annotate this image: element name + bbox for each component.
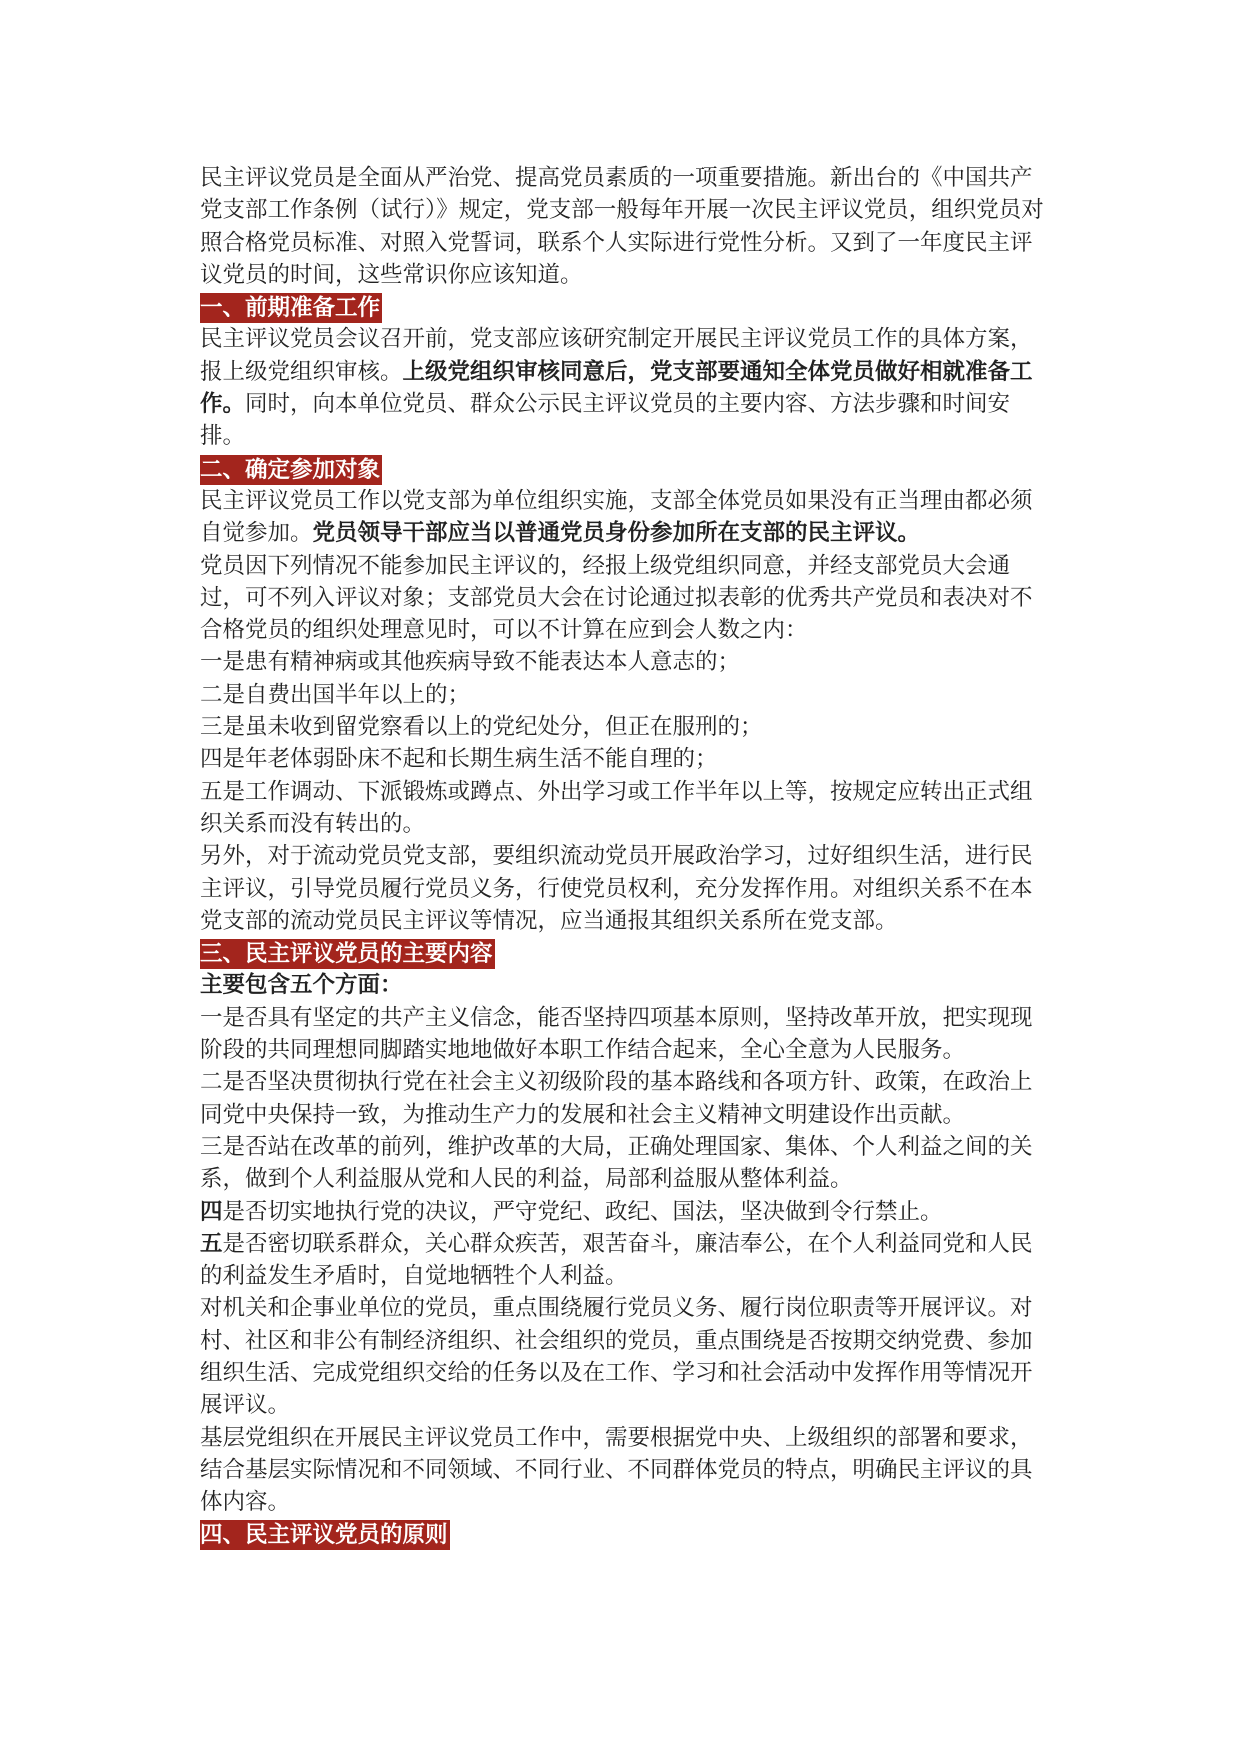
section-1-heading: 一、前期准备工作 xyxy=(200,295,381,322)
section-2-list-item: 三是虽未收到留党察看以上的党纪处分，但正在服刑的； xyxy=(200,714,763,741)
section-4-heading-row xyxy=(200,1518,1050,1550)
section-2-list-item: 一是患有精神病或其他疾病导致不能表达本人意志的； xyxy=(200,649,741,676)
section-1-tail-text: 同时，向本单位党员、群众公示民主评议党员的主要内容、方法步骤和时间安排。 xyxy=(200,391,1011,450)
document-body xyxy=(200,162,1050,1551)
section-3-paragraph-5: 基层党组织在开展民主评议党员工作中，需要根据党中央、上级组织的部署和要求，结合基层实际情况和不同领域、不同行业、不同群体党员的特点，明确民主评议的具体内容。 xyxy=(200,1424,1033,1516)
intro-paragraph: 民主评议党员是全面从严治党、提高党员素质的一项重要措施。新出台的《中国共产党支部工作条例（试行）》规定，党支部一般每年开展一次民主评议党员，组织党员对照合格党员标准、对照入党誓词，联系个人实际进行党性分析。又到了一年度民主评议党员的时间，这些常识你应该知道。 xyxy=(200,165,1044,288)
section-2-paragraph-3: 另外，对于流动党员党支部，要组织流动党员开展政治学习，过好组织生活，进行民主评议，引导党员履行党员义务，行使党员权利，充分发挥作用。对组织关系不在本党支部的流动党员民主评议等情况，应当通报其组织关系所在党支部。 xyxy=(200,843,1033,934)
section-2-heading-row xyxy=(200,453,1050,485)
section-2-list-item: 二是自费出国半年以上的； xyxy=(200,681,471,708)
section-3-list-item: 一是否具有坚定的共产主义信念，能否坚持四项基本原则，坚持改革开放，把实现现阶段的共同理想同脚踏实地地做好本职工作结合起来，全心全意为人民服务。 xyxy=(200,1004,1033,1064)
section-2-paragraph-1 xyxy=(200,485,1050,550)
section-3-paragraph-4: 对机关和企事业单位的党员，重点围绕履行党员义务、履行岗位职责等开展评议。对村、社区和非公有制经济组织、社会组织的党员，重点围绕是否按期交纳党费、参加组织生活、完成党组织交给的任务以及在工作、学习和社会活动中发挥作用等情况开展评议。 xyxy=(200,1295,1033,1419)
section-1-heading-row xyxy=(200,291,1050,323)
section-3-list-item-4 xyxy=(200,1196,1050,1228)
section-2-list-item: 五是工作调动、下派锻炼或蹲点、外出学习或工作半年以上等，按规定应转出正式组织关系而没有转出的。 xyxy=(200,778,1033,837)
section-3-item-4-marker: 四 xyxy=(200,1198,223,1225)
section-4-heading: 四、民主评议党员的原则 xyxy=(200,1522,448,1549)
section-3-list-item-5 xyxy=(200,1228,1050,1293)
section-3-heading: 三、民主评议党员的主要内容 xyxy=(200,941,493,968)
section-2-heading: 二、确定参加对象 xyxy=(200,456,381,483)
section-2-bold-text: 党员领导干部应当以普通党员身份参加所在支部的民主评议。 xyxy=(312,520,921,547)
section-3-heading-row xyxy=(200,937,1050,969)
section-1-paragraph xyxy=(200,323,1050,452)
section-2-paragraph-2: 党员因下列情况不能参加民主评议的，经报上级党组织同意，并经支部党员大会通过，可不列入评议对象；支部党员大会在讨论通过拟表彰的优秀共产党员和表决对不合格党员的组织处理意见时，可以不计算在应到会人数之内： xyxy=(200,552,1033,644)
section-3-item-5-marker: 五 xyxy=(200,1230,223,1257)
section-1-bold-text: 上级党组织审核同意后，党支部要通知全体党员做好相就准备工作。 xyxy=(200,358,1033,418)
section-3-item-5-text: 是否密切联系群众，关心群众疾苦，艰苦奋斗，廉洁奉公，在个人利益同党和人民的利益发生矛盾时，自觉地牺牲个人利益。 xyxy=(200,1230,1033,1290)
section-2-text: 民主评议党员工作以党支部为单位组织实施，支部全体党员如果没有正当理由都必须自觉参加。 xyxy=(200,487,1033,547)
section-3-list-item: 三是否站在改革的前列，维护改革的大局，正确处理国家、集体、个人利益之间的关系，做到个人利益服从党和人民的利益，局部利益服从整体利益。 xyxy=(200,1133,1033,1193)
section-3-list-item: 二是否坚决贯彻执行党在社会主义初级阶段的基本路线和各项方针、政策，在政治上同党中央保持一致，为推动生产力的发展和社会主义精神文明建设作出贡献。 xyxy=(200,1069,1033,1128)
section-1-text: 民主评议党员会议召开前，党支部应该研究制定开展民主评议党员工作的具体方案，报上级党组织审核。 xyxy=(200,326,1033,385)
section-3-item-4-text: 是否切实地执行党的决议，严守党纪、政纪、国法，坚决做到令行禁止。 xyxy=(222,1198,943,1225)
section-2-list-item: 四是年老体弱卧床不起和长期生病生活不能自理的； xyxy=(200,746,718,773)
section-3-lead: 主要包含五个方面： xyxy=(200,972,403,999)
